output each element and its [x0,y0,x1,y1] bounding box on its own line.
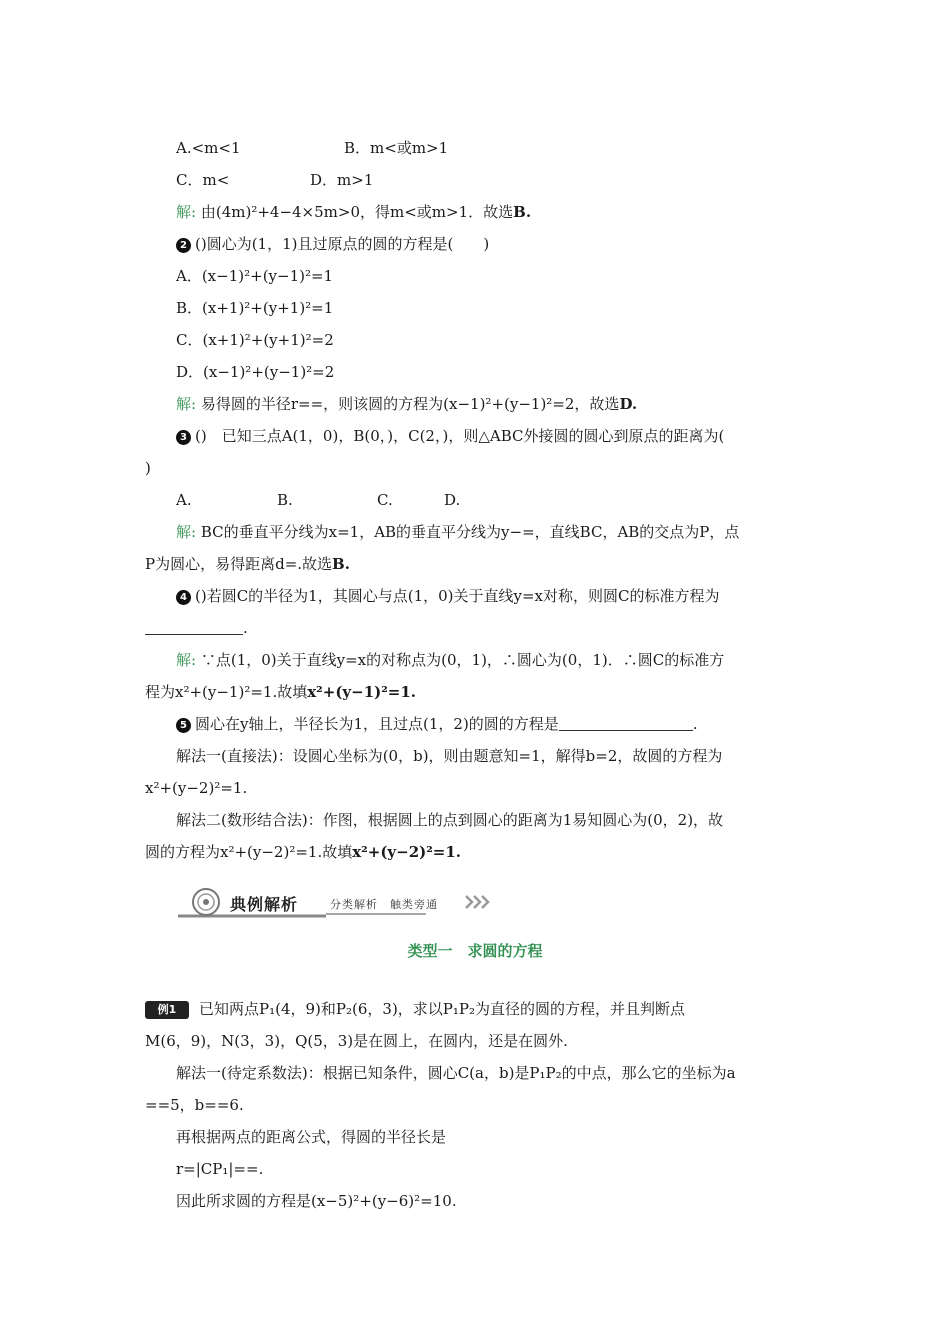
example1-result: 因此所求圆的方程是(x−5)²+(y−6)²=10. [176,1192,457,1210]
solution-label: 解: [176,395,197,413]
solution-text: P为圆心，易得距离d=.故选 [145,555,333,573]
blank-end-period: . [692,715,698,733]
q4-solution [176,649,724,671]
q1-option-c: C．m< [176,171,230,189]
banner-title: 典例解析 [230,895,299,914]
question-number-badge: 4 [176,590,191,605]
example-text: 已知两点P₁(4，9)和P₂(6，3)，求以P₁P₂为直径的圆的方程，并且判断点 [199,1000,686,1018]
answer-blank [145,619,243,635]
example1-radius-formula: r=|CP₁|==. [176,1160,264,1178]
solution-text: 由(4m)²+4−4×5m>0，得m<或m>1．故选 [200,203,514,221]
q2-option-b: B．(x+1)²+(y+1)²=1 [176,299,334,317]
q4-answer-blank-line [145,617,248,639]
q2-option-a: A．(x−1)²+(y−1)²=1 [176,267,334,285]
q2-solution [176,393,637,415]
solution-label: 解: [176,651,197,669]
q3-option-b: B. [277,491,293,509]
section-title: 类型一 求圆的方程 [407,942,543,960]
question-text: ()圆心为(1，1)且过原点的圆的方程是( ) [195,235,490,253]
q1-option-b: B．m<或m>1 [344,139,449,157]
example1-stem [145,998,685,1020]
solution-answer: D. [619,395,638,413]
example1-radius-intro: 再根据两点的距离公式，得圆的半径长是 [176,1128,447,1146]
q3-stem-continued: ) [145,459,151,477]
solution-text: 易得圆的半径r==，则该圆的方程为(x−1)²+(y−1)²=2，故选 [200,395,620,413]
answer-blank [559,715,693,731]
question-text: 圆心在y轴上，半径长为1，且过点(1，2)的圆的方程是 [195,715,559,733]
q5-stem [176,713,698,735]
example1-method1: 解法一(待定系数法)：根据已知条件，圆心C(a，b)是P₁P₂的中点，那么它的坐标为a [176,1064,736,1082]
solution-answer: x²+(y−2)²=1. [352,843,462,861]
question-text: () 已知三点A(1，0)，B(0，)，C(2，)，则△ABC外接圆的圆心到原点的距离为( [195,427,725,445]
q2-option-d: D．(x−1)²+(y−1)²=2 [176,363,335,381]
solution-answer: B. [513,203,532,221]
example-badge: 例1 [145,1001,189,1019]
question-number-badge: 3 [176,430,191,445]
q3-solution [176,521,739,543]
banner-subtitle: 分类解析 触类旁通 [330,898,438,911]
solution-text: 圆的方程为x²+(y−2)²=1.故填 [145,843,353,861]
solution-text: BC的垂直平分线为x=1，AB的垂直平分线为y−=，直线BC，AB的交点为P，点 [200,523,740,541]
example1-stem-continued: M(6，9)，N(3，3)，Q(5，3)是在圆上，在圆内，还是在圆外. [145,1032,568,1050]
q4-solution-continued [145,681,416,703]
q5-method1-continued: x²+(y−2)²=1. [145,779,248,797]
solution-text: ∵点(1，0)关于直线y=x的对称点为(0，1)，∴圆心为(0，1)．∴圆C的标准方 [200,651,725,669]
q1-option-d: D．m>1 [310,171,374,189]
q2-stem [176,233,489,255]
q4-stem [176,585,720,607]
q1-option-a: A.<m<1 [176,139,241,157]
example1-method1-continued: ==5，b==6. [145,1096,244,1114]
solution-answer: x²+(y−1)²=1. [307,683,417,701]
solution-text: 程为x²+(y−1)²=1.故填 [145,683,308,701]
q3-option-d: D. [444,491,461,509]
q2-option-c: C．(x+1)²+(y+1)²=2 [176,331,334,349]
solution-answer: B. [332,555,350,573]
q5-method2: 解法二(数形结合法)：作图，根据圆上的点到圆心的距离为1易知圆心为(0，2)，故 [176,811,724,829]
q3-stem [176,425,724,447]
q1-solution [176,201,531,223]
blank-end-period: . [243,619,248,637]
q3-solution-continued [145,553,350,575]
q5-method1: 解法一(直接法)：设圆心坐标为(0，b)，则由题意知=1，解得b=2，故圆的方程为 [176,747,723,765]
q3-option-c: C. [377,491,393,509]
q5-method2-continued [145,841,461,863]
q3-option-a: A. [176,491,192,509]
question-number-badge: 5 [176,718,191,733]
section-banner [176,884,506,924]
solution-label: 解: [176,203,197,221]
question-text: ()若圆C的半径为1，其圆心与点(1，0)关于直线y=x对称，则圆C的标准方程为 [195,587,720,605]
question-number-badge: 2 [176,238,191,253]
solution-label: 解: [176,523,197,541]
